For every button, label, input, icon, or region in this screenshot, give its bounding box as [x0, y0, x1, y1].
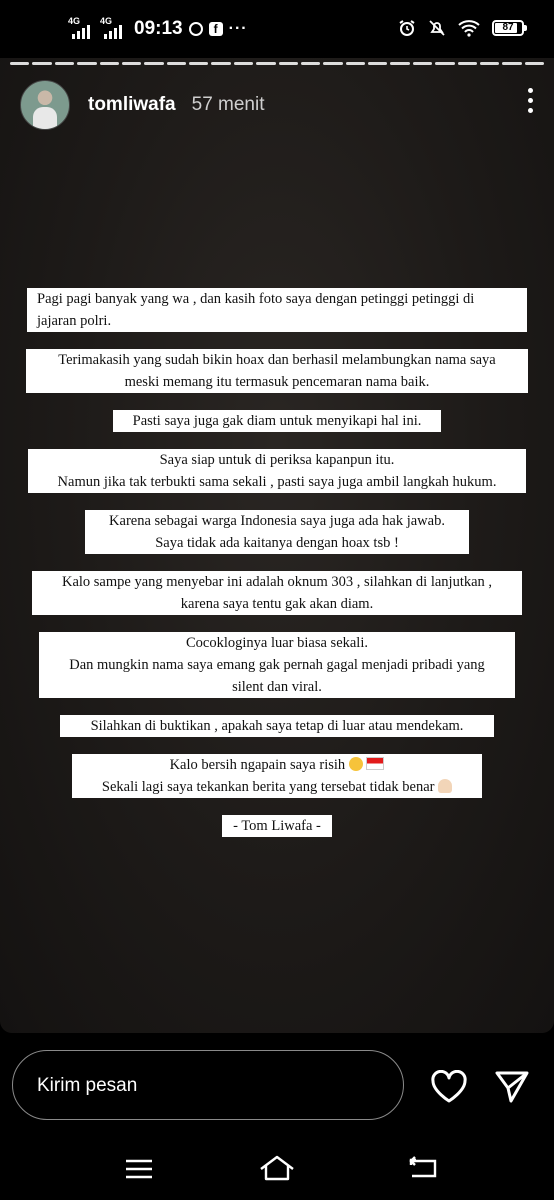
story-progress-bar [10, 62, 544, 66]
text-line: Terimakasih yang sudah bikin hoax dan berhasil melambungkan nama saya [26, 349, 528, 371]
text-line: silent dan viral. [39, 676, 515, 698]
text-line: Pagi pagi banyak yang wa , dan kasih foto saya dengan petinggi petinggi di [27, 288, 527, 310]
text-line: Dan mungkin nama saya emang gak pernah gagal menjadi pribadi yang [39, 654, 515, 676]
progress-segment [413, 62, 432, 65]
progress-segment [502, 62, 521, 65]
network-type-1: 4G [68, 16, 81, 26]
praying-hands-icon [438, 779, 452, 793]
home-icon[interactable] [258, 1154, 296, 1182]
battery-level: 87 [502, 22, 514, 33]
battery-icon [492, 20, 524, 36]
more-notifications-icon: ··· [228, 20, 248, 37]
network-type-2: 4G [100, 16, 113, 26]
message-input-placeholder: Kirim pesan [37, 1075, 138, 1096]
recents-icon[interactable] [124, 1158, 154, 1180]
progress-segment [525, 62, 544, 65]
wifi-icon [458, 19, 480, 37]
progress-segment [256, 62, 275, 65]
progress-segment [458, 62, 477, 65]
back-icon[interactable] [408, 1156, 438, 1180]
progress-segment [211, 62, 230, 65]
progress-segment [323, 62, 342, 65]
text-line: Kalo sampe yang menyebar ini adalah oknum 303 , silahkan di lanjutkan , [32, 571, 522, 593]
signal-2-icon [100, 16, 126, 39]
story-viewer[interactable] [0, 58, 554, 1033]
story-time: 57 menit [191, 94, 265, 115]
progress-segment [279, 62, 298, 65]
reply-bar [0, 1040, 554, 1132]
text-line: Namun jika tak terbukti sama sekali , pasti saya juga ambil langkah hukum. [28, 471, 526, 493]
text-line: Karena sebagai warga Indonesia saya juga ada hak jawab. [85, 510, 469, 532]
text-line: meski memang itu termasuk pencemaran nama baik. [26, 371, 528, 393]
progress-segment [122, 62, 141, 65]
message-input[interactable] [12, 1050, 404, 1120]
progress-segment [55, 62, 74, 65]
avatar[interactable] [20, 80, 70, 130]
progress-segment [368, 62, 387, 65]
text-line: Pasti saya juga gak diam untuk menyikapi hal ini. [113, 410, 441, 432]
progress-segment [167, 62, 186, 65]
more-options-icon[interactable] [526, 88, 534, 113]
heart-icon[interactable] [430, 1070, 468, 1104]
progress-segment [144, 62, 163, 65]
signal-1-icon [68, 16, 94, 39]
text-line-content: Kalo bersih ngapain saya risih [169, 757, 346, 773]
progress-segment [32, 62, 51, 65]
text-line-content: Sekali lagi saya tekankan berita yang tersebat tidak benar [101, 779, 435, 795]
progress-segment [189, 62, 208, 65]
clock: 09:13 [134, 18, 183, 39]
send-icon[interactable] [494, 1070, 530, 1104]
progress-segment [10, 62, 29, 65]
progress-segment [77, 62, 96, 65]
indonesia-flag-icon [366, 757, 384, 770]
text-line: karena saya tentu gak akan diam. [32, 593, 522, 615]
progress-segment [480, 62, 499, 65]
mute-icon [428, 19, 446, 37]
grin-emoji-icon [349, 757, 363, 771]
progress-segment [100, 62, 119, 65]
text-line: Saya siap untuk di periksa kapanpun itu. [28, 449, 526, 471]
facebook-icon: f [209, 22, 223, 36]
status-bar [0, 0, 554, 58]
progress-segment [390, 62, 409, 65]
progress-segment [234, 62, 253, 65]
system-nav-bar [0, 1140, 554, 1200]
text-line [72, 776, 482, 798]
text-line: Cocokloginya luar biasa sekali. [39, 632, 515, 654]
text-line: - Tom Liwafa - [222, 815, 332, 837]
whatsapp-icon [189, 22, 203, 36]
text-line [72, 754, 482, 776]
progress-segment [435, 62, 454, 65]
story-text-block [0, 288, 554, 837]
story-header [20, 80, 534, 130]
alarm-icon [398, 19, 416, 37]
text-line: Silahkan di buktikan , apakah saya tetap di luar atau mendekam. [60, 715, 494, 737]
progress-segment [301, 62, 320, 65]
text-line: Saya tidak ada kaitanya dengan hoax tsb ! [85, 532, 469, 554]
text-line: jajaran polri. [27, 310, 527, 332]
progress-segment [346, 62, 365, 65]
story-username[interactable]: tomliwafa [88, 94, 176, 115]
